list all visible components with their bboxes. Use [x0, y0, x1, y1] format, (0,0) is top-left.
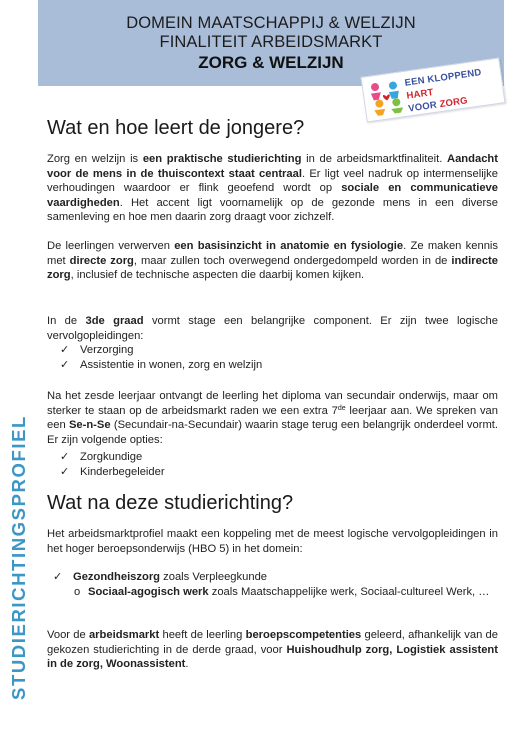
people-logo-icon: [366, 76, 407, 117]
section1-paragraph-2: De leerlingen verwerven een basisinzicht in anatomie en fysiologie. Ze maken kennis met directe zorg, maar zullen toch overwegend ondergedompeld worden in de indirecte zorg, inclusief de technische aspecten die daarbij komen kijken.: [47, 240, 498, 282]
sidebar-label: STUDIERICHTINGSPROFIEL: [8, 415, 29, 700]
check-icon: ✓: [60, 465, 70, 478]
check-icon: ✓: [60, 344, 70, 356]
hbo-list: [53, 570, 267, 585]
list-item: ✓ Zorgkundige: [60, 451, 143, 463]
hbo-sublist: [74, 585, 494, 600]
section2-title: Wat na deze studierichting?: [47, 492, 294, 514]
finality-title: FINALITEIT ARBEIDSMARKT: [159, 33, 383, 51]
section1-paragraph-1: Zorg en welzijn is een praktische studierichting in de arbeidsmarktfinaliteit. Aandacht voor de mens in de thuiscontext staat centraal. Er ligt veel nadruk op intermenselijke verhoudingen waardoor er flink geoefend wordt op sociale en communicatieve vaardigheden. Het accent ligt voornamelijk op de gezonde mens in een diverse samenleving en hoe men daarin zorg draagt voor zichzelf.: [47, 153, 498, 224]
section2-paragraph-2: Voor de arbeidsmarkt heeft de leerling beroepscompetenties geleerd, afhankelijk van de gekozen studierichting in de derde graad, voor Huishoudhulp zorg, Logistiek assistent in de zorg, Woonassistent.: [47, 629, 498, 671]
check-icon: ✓: [60, 358, 70, 371]
section1-title: Wat en hoe leert de jongere?: [47, 117, 305, 139]
section1-paragraph-4: Na het zesde leerjaar ontvangt de leerling het diploma van secundair onderwijs, maar om sterker te staan op de arbeidsmarkt raden we een extra 7de leerjaar aan. We spreken van een Se-n-Se (Secundair-na-Secundair) waarin stage terug een belangrijk onderdeel vormt. Er zijn volgende opties:: [47, 390, 499, 446]
section2-paragraph-1: Het arbeidsmarktprofiel maakt een koppeling met de meest logische vervolgopleidingen in het hoger beroepsonderwijs (HBO 5) in het domein:: [47, 528, 498, 555]
list-item: ✓ Kinderbegeleider: [60, 465, 165, 478]
circle-bullet-icon: o: [74, 586, 81, 598]
check-icon: ✓: [53, 571, 63, 583]
list-item: ✓ Verzorging: [60, 344, 134, 356]
list-item: ✓ Gezondheiszorg zoals Verpleegkunde: [53, 571, 268, 583]
list-item: o Sociaal-agogisch werk zoals Maatschappelijke werk, Sociaal-cultureel Werk, …: [74, 586, 490, 598]
list-item: ✓ Assistentie in wonen, zorg en welzijn: [60, 358, 263, 371]
course-title: ZORG & WELZIJN: [198, 53, 344, 72]
vervolg-list: [60, 343, 262, 372]
section1-paragraph-3: In de 3de graad vormt stage een belangrijke component. Er zijn twee logische vervolgopleidingen:: [47, 315, 498, 342]
domain-title: DOMEIN MAATSCHAPPIJ & WELZIJN: [126, 14, 416, 32]
logo-text: EEN KLOPPEND HART VOOR ZORG: [404, 67, 483, 115]
check-icon: ✓: [60, 451, 70, 463]
options-list: [60, 450, 165, 479]
